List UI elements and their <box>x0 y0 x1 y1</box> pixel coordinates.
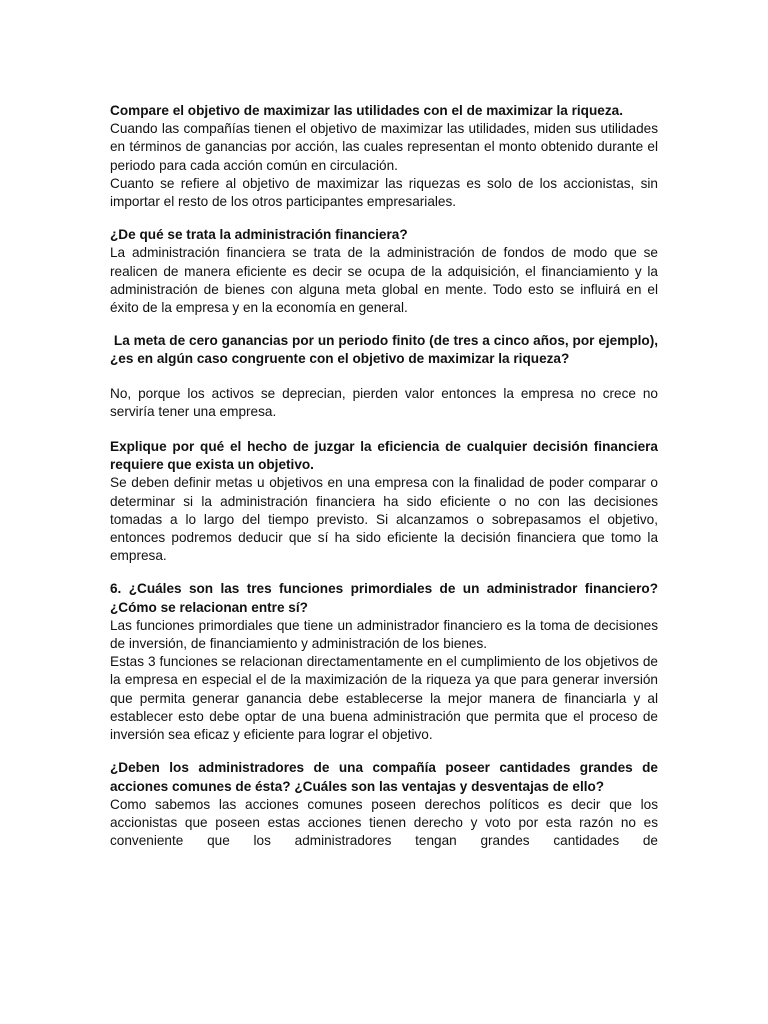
question-heading: Compare el objetivo de maximizar las utilidades con el de maximizar la riqueza. <box>110 103 623 118</box>
answer-paragraph: Cuando las compañías tienen el objetivo de maximizar las utilidades, miden sus utilidades en términos de ganancias por acción, las cuales representan el monto obtenido durante el periodo para cada acción común en circulación. <box>110 121 658 173</box>
section-profit-vs-wealth <box>110 102 658 211</box>
answer-paragraph: Cuanto se refiere al objetivo de maximizar las riquezas es solo de los accionistas, sin importar el resto de los otros participantes empresariales. <box>110 175 658 210</box>
question-heading: Explique por qué el hecho de juzgar la eficiencia de cualquier decisión financiera requiere que exista un objetivo. <box>110 439 658 473</box>
section-efficiency-objective <box>110 438 658 565</box>
section-financial-management <box>110 226 658 317</box>
answer-paragraph: Estas 3 funciones se relacionan directamentamente en el cumplimiento de los objetivos de la empresa en especial el de la maximización de la riqueza ya que para generar inversión que permita generar ganancia debe establecerse la mejor manera de financiarla y al establecer esto debe optar de una buena administración que permita que el proceso de inversión sea eficaz y eficiente para lograr el objetivo. <box>110 654 658 743</box>
question-heading: ¿Deben los administradores de una compañía poseer cantidades grandes de acciones comunes de ésta? ¿Cuáles son las ventajas y desventajas de ello? <box>110 760 658 794</box>
answer-paragraph: Se deben definir metas u objetivos en una empresa con la finalidad de poder comparar o determinar si la administración financiera ha sido eficiente o no con las decisiones tomadas a lo largo del tiempo previsto. Si alcanzamos o sobrepasamos el objetivo, entonces podremos deducir que sí ha sido eficiente la decisión financiera que tomo la empresa. <box>110 475 658 564</box>
answer-paragraph: Como sabemos las acciones comunes poseen derechos políticos es decir que los accionistas que poseen estas acciones tienen derecho y voto por esta razón no es conveniente que los administradores tengan grandes cantidades de <box>110 796 658 849</box>
answer-paragraph: Las funciones primordiales que tiene un administrador financiero es la toma de decisiones de inversión, de financiamiento y administración de los bienes. <box>110 617 658 652</box>
answer-paragraph: No, porque los activos se deprecian, pierden valor entonces la empresa no crece no serviría tener una empresa. <box>110 385 658 419</box>
document-page <box>110 102 662 865</box>
section-zero-profit-goal <box>110 332 662 421</box>
section-three-functions <box>110 580 658 744</box>
section-managers-shares <box>110 759 658 850</box>
answer-paragraph: La administración financiera se trata de la administración de fondos de modo que se realicen de manera eficiente es decir se ocupa de la adquisición, el financiamiento y la administración de bienes con alguna meta global en mente. Todo esto se influirá en el éxito de la empresa y en la economía en general. <box>110 245 658 316</box>
question-heading: 6. ¿Cuáles son las tres funciones primordiales de un administrador financiero? ¿Cómo se relacionan entre sí? <box>110 581 658 615</box>
question-heading: La meta de cero ganancias por un periodo finito (de tres a cinco años, por ejemplo), ¿es en algún caso congruente con el objetivo de maximizar la riqueza? <box>110 333 662 367</box>
question-heading: ¿De qué se trata la administración financiera? <box>110 227 408 243</box>
